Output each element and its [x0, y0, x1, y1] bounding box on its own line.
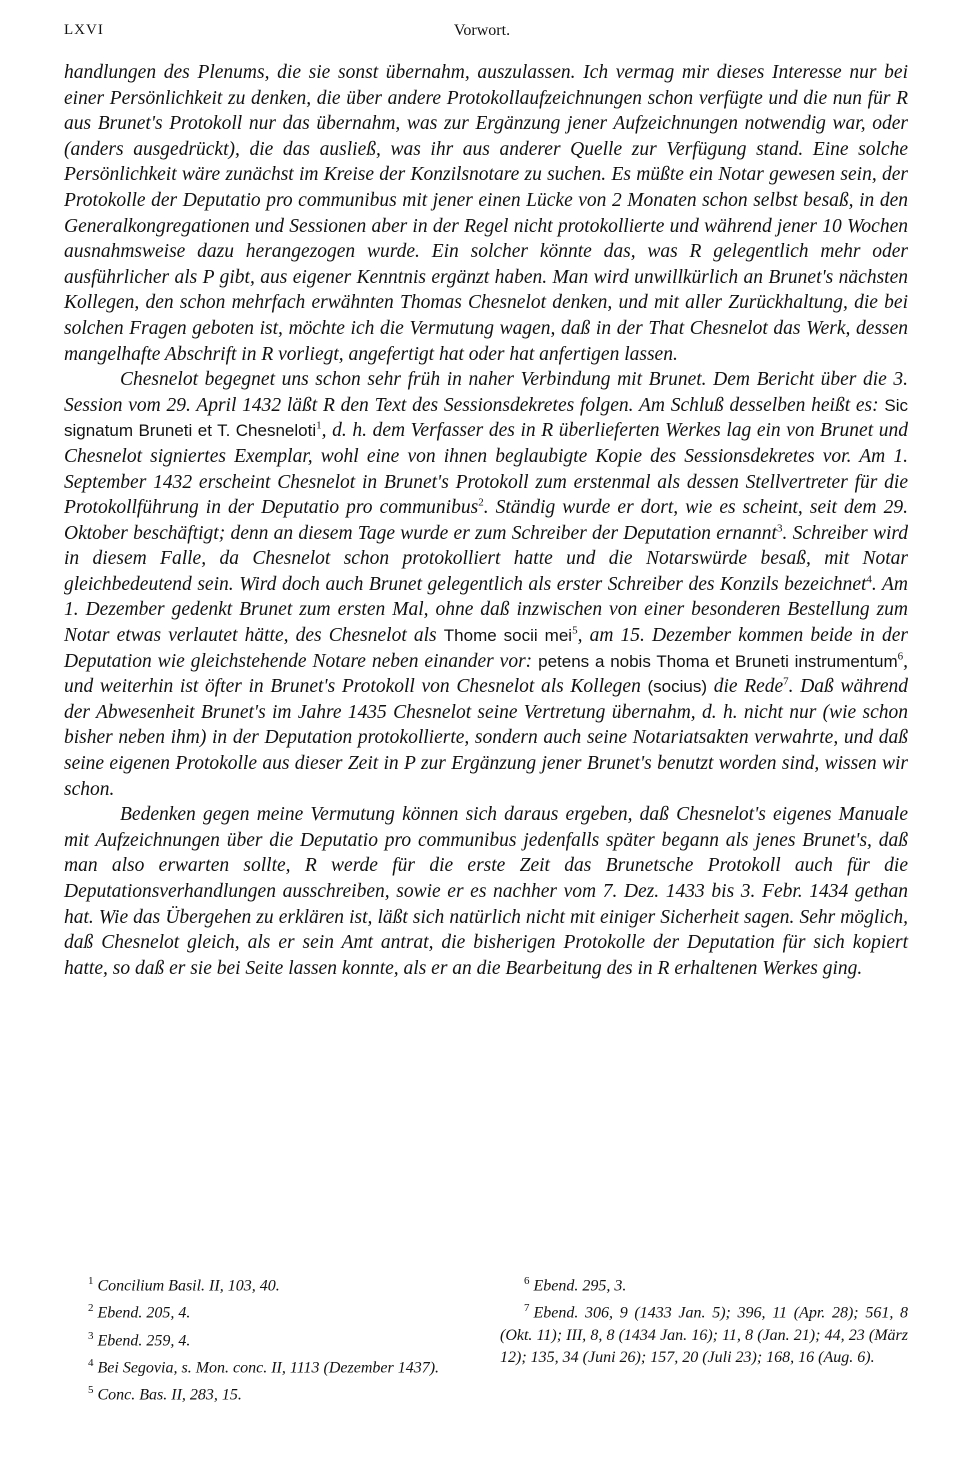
- body-paragraph: [64, 60, 908, 367]
- footnote: [64, 1297, 464, 1324]
- footnote: [64, 1270, 464, 1297]
- footnote-number: 7: [524, 1302, 530, 1315]
- footnote-number: 6: [524, 1275, 530, 1287]
- footnote: [500, 1297, 908, 1368]
- footnote-text: Bei Segovia, s. Mon. conc. II, 1113 (Dezember 1437).: [97, 1359, 440, 1377]
- footnote: [64, 1352, 464, 1379]
- footnote-marker: 1: [316, 419, 322, 432]
- text-run: . Ständig wurde er dort, wie es scheint, seit dem 29. Oktober beschäftigt; denn an diesem Tage wurde er zum Schreiber der Deputation ernannt: [64, 497, 908, 544]
- text-run: . Am 1. Dezember gedenkt Brunet zum ersten Mal, ohne daß inzwischen von einer besonderen Bestellung zum Notar etwas verlautet hätte, des Chesnelot als: [64, 573, 908, 647]
- footnote-number: 4: [88, 1356, 94, 1369]
- text-run: Bedenken gegen meine Vermutung können sich daraus ergeben, daß Chesnelot's eigenes Manuale mit Aufzeichnungen über die Deputatio pro communibus jedenfalls später begann als jenes Brunet's, daß man also erwarten sollte, R werde für die erste Zeit das Brunetsche Protokoll auch für die Deputationsverhandlungen ausschreiben, sowie er es nachher vom 7. Dez. 1433 bis 3. Febr. 1434 gethan hat. Wie das Übergehen zu erklären ist, läßt sich natürlich nicht mit einiger Sicherheit sagen. Sehr möglich, daß Chesnelot gleich, als er sein Amt antrat, die bisherigen Protokolle der Deputation für sich kopiert hatte, so daß er sie bei Seite lassen konnte, als er an die Bearbeitung des in R erhaltenen Werkes ging.: [64, 804, 908, 979]
- text-run: die Rede: [707, 676, 784, 698]
- body-paragraph: [64, 802, 908, 981]
- body-paragraph: [64, 367, 908, 802]
- footnote: [64, 1379, 464, 1406]
- footnote: [64, 1325, 464, 1352]
- footnote-marker: 7: [783, 675, 789, 688]
- footnote-number: 3: [88, 1329, 94, 1342]
- footnotes-right-column: [500, 1270, 908, 1369]
- quoted-latin-text: Sic signatum Bruneti et T. Chesneloti: [64, 395, 908, 441]
- text-run: , und weiterhin ist öfter in Brunet's Protokoll von Chesnelot als Kollegen: [64, 650, 908, 698]
- quoted-latin-text: Thome socii mei: [443, 626, 573, 646]
- footnote-marker: 3: [776, 522, 783, 535]
- footnote-text: Ebend. 259, 4.: [97, 1331, 191, 1349]
- quoted-latin-text: petens a nobis Thoma et Bruneti instrumentum: [538, 651, 898, 671]
- footnote-text: Concilium Basil. II, 103, 40.: [97, 1277, 280, 1295]
- text-run: handlungen des Plenums, die sie sonst übernahm, auszulassen. Ich vermag mir dieses Interesse nur bei einer Persönlichkeit zu denken, die über andere Protokollaufzeichnungen schon verfügte und die nun für R aus Brunet's Protokoll nur das übernahm, was zur Ergänzung jener Aufzeichnungen notwendig war, oder (anders ausgedrückt), die das ausließ, was ihr aus anderer Quelle zur Verfügung stand. Eine solche Persönlichkeit wäre zunächst im Kreise der Konzilsnotare zu suchen. Es müßte ein Notar gewesen sein, der Protokolle der Deputatio pro communibus mit jener einen Lücke von 2 Monaten schon selbst besaß, in den Generalkongregationen und Sessionen aber in der Regel nicht protokollierte und während jener 10 Wochen ausnahmsweise dazu herangezogen wurde. Ein solcher könnte das, was R gelegentlich mehr oder ausführlicher als P gibt, aus eigener Kenntnis ergänzt haben. Man wird unwillkürlich an Brunet's nächsten Kollegen, den schon mehrfach erwähnten Thomas Chesnelot denken, und mit aller Zurückhaltung, die bei solchen Fragen geboten ist, möchte ich die Vermutung wagen, daß in der That Chesnelot das Werk, dessen mangelhafte Abschrift in R vorliegt, angefertigt hat oder hat anfertigen lassen.: [64, 62, 908, 365]
- text-run: . Schreiber wird in diesem Falle, da Chesnelot schon protokolliert hatte und die Notarswürde besaß, mit Notar gleichbedeutend sein. Wird doch auch Brunet gelegentlich als erster Schreiber des Konzils bezeichnet: [64, 522, 908, 595]
- text-run: , d. h. dem Verfasser des in R überlieferten Werkes lag ein von Brunet und Chesnelot signiertes Exemplar, wohl eine von ihnen beglaubigte Kopie des Sessionsdekretes vor. Am 1. September 1432 erscheint Chesnelot in Brunet's Protokoll zum erstenmal als dessen Stellvertreter für die Protokollführung in der Deputatio pro communibus: [64, 420, 908, 519]
- footnote-text: Ebend. 306, 9 (1433 Jan. 5); 396, 11 (Apr. 28); 561, 8 (Okt. 11); III, 8, 8 (1434 Jan. 16); 11, 8 (Jan. 21); 44, 23 (März 12); 135, 34 (Juni 26); 157, 20 (Juli 23); 168, 16 (Aug. 6).: [500, 1304, 908, 1366]
- footnote-number: 1: [88, 1275, 94, 1287]
- footnote-marker: 6: [897, 650, 904, 663]
- footnote-number: 2: [88, 1302, 94, 1315]
- footnotes-left-column: [64, 1270, 464, 1407]
- footnote-marker: 4: [866, 573, 872, 586]
- text-run: , am 15. Dezember kommen beide in der Deputation wie gleichstehende Notare neben einander vor:: [64, 625, 908, 672]
- text-run: . Daß während der Abwesenheit Brunet's im Jahre 1435 Chesnelot seine Vertretung übernahm, d. h. nicht nur (wie schon bisher neben ihm) in der Deputation protokollierte, sondern auch seine Notariatsakten verwahrte, und daß seine eigenen Protokolle aus dieser Zeit in P zur Ergänzung jener Brunet's benutzt worden sind, wissen wir schon.: [64, 676, 909, 800]
- footnote-marker: 5: [572, 624, 578, 637]
- footnote-text: Ebend. 205, 4.: [97, 1304, 191, 1322]
- main-text: [64, 60, 908, 981]
- quoted-latin-text: (socius): [647, 677, 708, 697]
- text-run: Chesnelot begegnet uns schon sehr früh in naher Verbindung mit Brunet. Dem Bericht über die 3. Session vom 29. April 1432 läßt R den Text des Sessionsdekretes folgen. Am Schluß desselben heißt es:: [64, 369, 908, 416]
- footnote-number: 5: [88, 1384, 94, 1397]
- footnote: [500, 1270, 908, 1297]
- running-title: Vorwort.: [453, 22, 511, 39]
- footnote-text: Conc. Bas. II, 283, 15.: [97, 1386, 242, 1404]
- page-number: LXVI: [64, 22, 104, 38]
- page-header: [64, 22, 900, 46]
- footnote-text: Ebend. 295, 3.: [533, 1277, 627, 1295]
- footnote-marker: 2: [478, 496, 484, 509]
